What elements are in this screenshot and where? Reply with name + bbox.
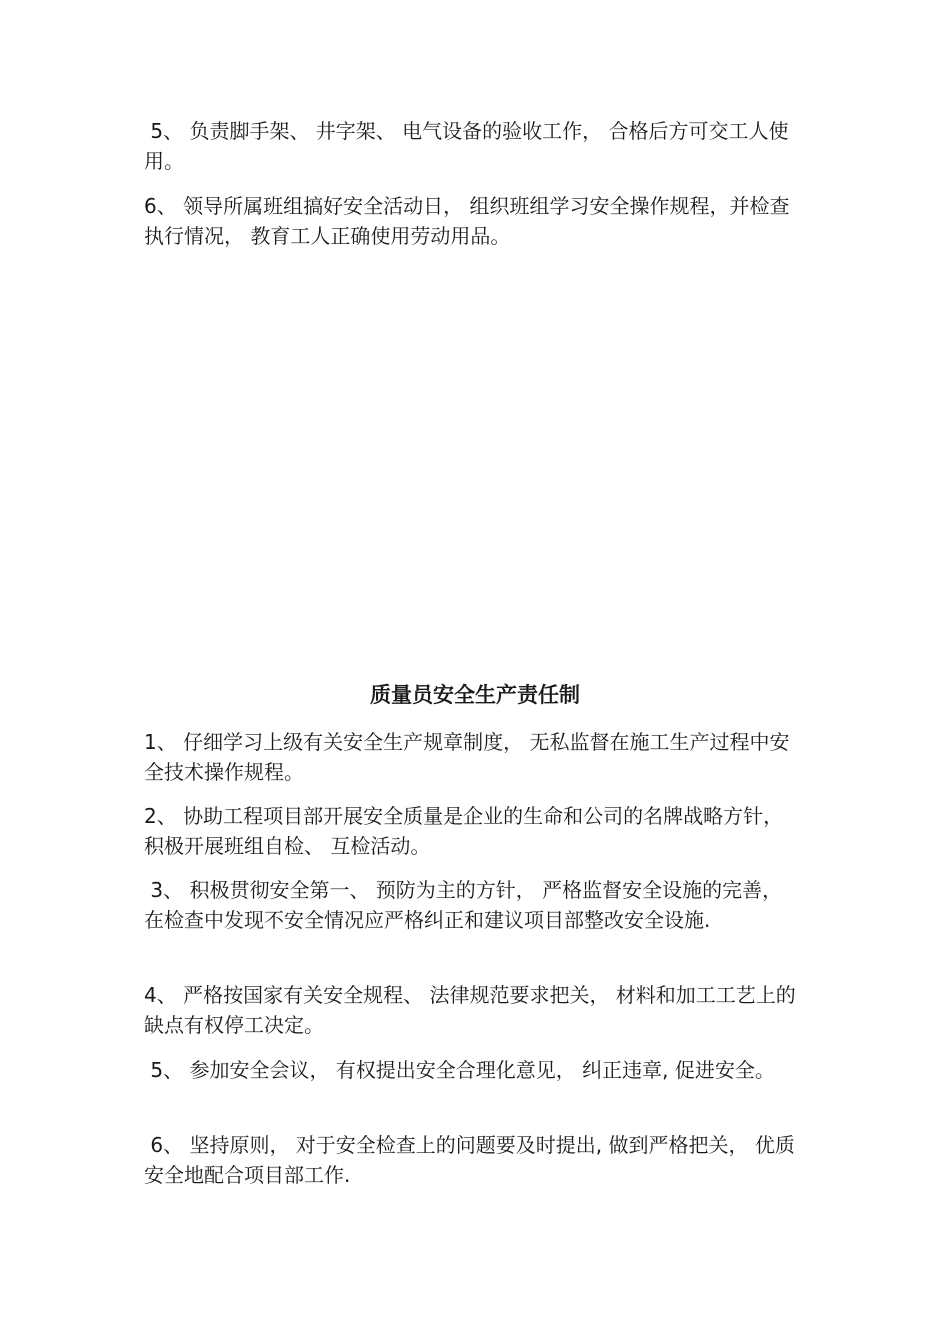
paragraph-item-4: 4、 严格按国家有关安全规程、 法律规范要求把关， 材料和加工工艺上的缺点有权停工决定。 (144, 983, 796, 1037)
paragraph-item-2: 2、 协助工程项目部开展安全质量是企业的生命和公司的名牌战略方针， 积极开展班组自检、 互检活动。 (144, 804, 790, 858)
paragraph-item-1: 1、 仔细学习上级有关安全生产规章制度， 无私监督在施工生产过程中安全技术操作规程。 (144, 730, 790, 784)
paragraph-item-6: 6、 领导所属班组搞好安全活动日， 组织班组学习安全操作规程，并检查执行情况， 教育工人正确使用劳动用品。 (144, 194, 790, 248)
paragraph-item-3: 3、 积极贯彻安全第一、 预防为主的方针， 严格监督安全设施的完善， 在检查中发现不安全情况应严格纠正和建议项目部整改安全设施. (144, 878, 789, 932)
paragraph-item-6b: 6、 坚持原则， 对于安全检查上的问题要及时提出, 做到严格把关， 优质安全地配合项目部工作. (144, 1133, 795, 1187)
paragraph-item-5: 5、 负责脚手架、 井字架、 电气设备的验收工作， 合格后方可交工人使用。 (144, 119, 789, 173)
paragraph-item-5b: 5、 参加安全会议， 有权提出安全合理化意见， 纠正违章, 促进安全。 (144, 1058, 775, 1082)
section-title: 质量员安全生产责任制 (370, 683, 580, 707)
